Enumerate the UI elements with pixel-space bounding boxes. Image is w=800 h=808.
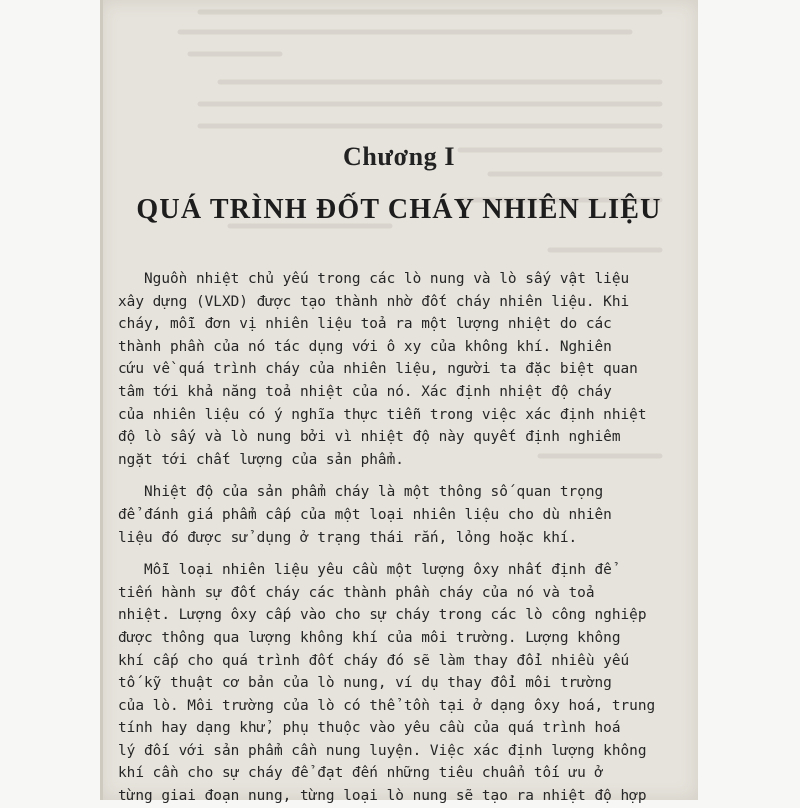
chapter-label: Chương I <box>342 142 456 171</box>
text-line: Mỗi loại nhiên liệu yêu cầu một lượng ôxy nhất định để <box>144 562 612 579</box>
body-text <box>118 268 678 808</box>
paragraph-1 <box>118 268 678 471</box>
paragraph-3 <box>118 559 678 808</box>
page-edge <box>100 0 103 800</box>
text-line: ngặt tới chất lượng của sản phẩm. <box>118 451 404 468</box>
text-line: của nhiên liệu có ý nghĩa thực tiễn trong việc xác định nhiệt <box>118 406 647 423</box>
chapter-title: QUÁ TRÌNH ĐỐT CHÁY NHIÊN LIỆU <box>136 194 662 225</box>
text-line: tiến hành sự đốt cháy các thành phần cháy của nó và toả <box>118 584 595 601</box>
text-line: thành phần của nó tác dụng với ô xy của không khí. Nghiên <box>118 338 612 355</box>
text-line: của lò. Môi trường của lò có thể tồn tại ở dạng ôxy hoá, trung <box>118 697 656 714</box>
text-line: Nguồn nhiệt chủ yếu trong các lò nung và lò sấy vật liệu <box>144 271 630 287</box>
paragraph-2 <box>118 481 678 549</box>
text-line: tính hay dạng khử, phụ thuộc vào yêu cầu của quá trình hoá <box>118 720 621 737</box>
text-line: cháy, mỗi đơn vị nhiên liệu toả ra một lượng nhiệt do các <box>118 316 612 333</box>
text-line: lý đối với sản phẩm cần nung luyện. Việc xác định lượng không <box>118 742 647 759</box>
text-line: tâm tới khả năng toả nhiệt của nó. Xác định nhiệt độ cháy <box>118 383 612 400</box>
text-line: khí cấp cho quá trình đốt cháy đó sẽ làm thay đổi nhiều yếu <box>118 652 630 669</box>
text-line: để đánh giá phẩm cấp của một loại nhiên liệu cho dù nhiên <box>118 506 612 523</box>
text-line: xây dựng (VLXD) được tạo thành nhờ đốt cháy nhiên liệu. Khi <box>118 293 630 310</box>
text-line: nhiệt. Lượng ôxy cấp vào cho sự cháy trong các lò công nghiệp <box>118 607 647 624</box>
text-line: tố kỹ thuật cơ bản của lò nung, ví dụ thay đổi môi trường <box>118 675 612 692</box>
text-line: được thông qua lượng không khí của môi trường. Lượng không <box>118 629 621 646</box>
text-line: liệu đó được sử dụng ở trạng thái rắn, lỏng hoặc khí. <box>118 529 578 546</box>
text-line: từng giai đoạn nung, từng loại lò nung sẽ tạo ra nhiệt độ hợp <box>118 788 647 805</box>
text-line: Nhiệt độ của sản phẩm cháy là một thông số quan trọng <box>144 484 604 501</box>
text-line: cứu về quá trình cháy của nhiên liệu, người ta đặc biệt quan <box>118 361 638 378</box>
text-line: khí cần cho sự cháy để đạt đến những tiêu chuẩn tối ưu ở <box>118 765 604 782</box>
text-line: độ lò sấy và lò nung bởi vì nhiệt độ này quyết định nghiêm <box>118 429 621 446</box>
